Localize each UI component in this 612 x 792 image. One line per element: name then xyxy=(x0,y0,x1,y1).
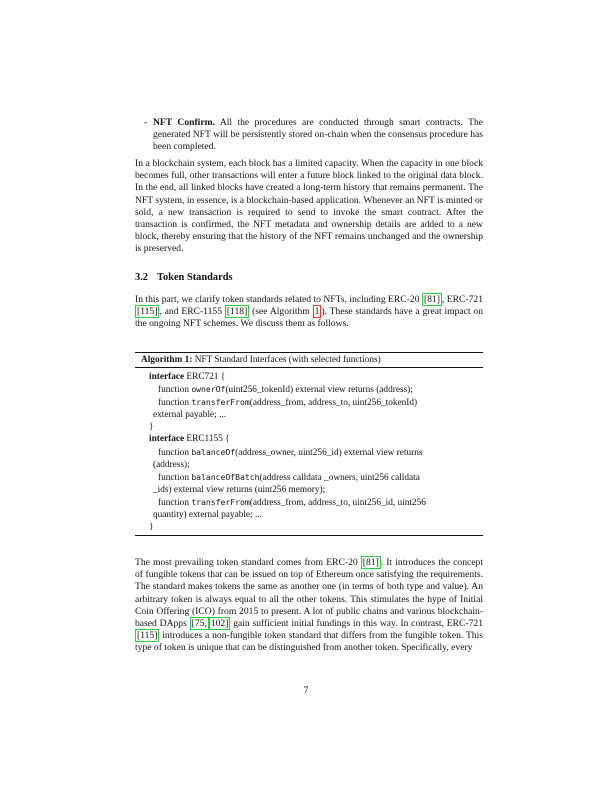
code-line xyxy=(135,371,483,383)
paragraph-blockchain-capacity: In a blockchain system, each block has a limited capacity. When the capacity in one block becomes full, other transactions will enter a future block linked to the original data block. In the end, all linked blocks have created a long-term history that remains permanent. The NFT system, in essence, is a blockchain-based application. Whenever an NFT is minted or sold, a new transaction is required to send to invoke the smart contract. After the transaction is confirmed, the NFT metadata and ownership details are added to a new block, thereby ensuring that the history of the NFT remains unchanged and the ownership is preserved. xyxy=(135,158,483,255)
code-line xyxy=(135,383,483,396)
code-text: function xyxy=(158,472,192,483)
code-line xyxy=(135,446,483,459)
function-name: transferFrom xyxy=(191,397,250,408)
page-number: 7 xyxy=(303,685,309,696)
code-text: ERC721 { xyxy=(184,372,226,382)
citation-link[interactable]: [115] xyxy=(137,630,158,642)
text-run: The most prevailing token standard comes from ERC-20 xyxy=(135,557,361,568)
keyword: interface xyxy=(149,434,185,445)
text-run: (see Algorithm xyxy=(249,306,313,318)
algorithm-caption-text: NFT Standard Interfaces (with selected functions) xyxy=(192,355,381,365)
text-run: ). These standards have a great impact on the ongoing NFT schemes. We discuss them as follows. xyxy=(135,306,483,330)
code-line xyxy=(135,396,483,409)
algorithm-body xyxy=(135,368,483,535)
code-line xyxy=(135,496,483,509)
section-title: Token Standards xyxy=(157,272,233,283)
code-line: } xyxy=(149,522,154,533)
bullet-text: All the procedures are conducted through smart contracts. The generated NFT will be persistently stored on-chain when the consensus procedure has been completed. xyxy=(153,117,483,153)
text-run: . It introduces the concept of fungible tokens that can be issued on top of Ethereum once satisfying the requirements. The standard makes tokens the same as another one (in terms of both type and value). An arbitrary token is always equal to all the other tokens. This stimulates the hype of Initial Coin Offering (ICO) from 2015 to present. A lot of public chains and various blockchain-based DApps xyxy=(135,557,484,630)
keyword: interface xyxy=(149,372,185,382)
bullet-dash: - xyxy=(144,117,148,128)
code-text: function xyxy=(158,497,192,508)
code-line xyxy=(135,471,483,484)
section-heading xyxy=(135,272,483,283)
citation-link[interactable]: [118] xyxy=(226,306,248,318)
code-text: function xyxy=(158,385,192,396)
citation-link[interactable]: [115] xyxy=(137,306,158,318)
code-line: external payable; ... xyxy=(153,410,227,421)
code-text: (address_from, address_to, uint256_id, uint256 xyxy=(249,497,426,508)
paragraph-erc20-erc721 xyxy=(135,557,483,655)
algorithm-box xyxy=(135,352,483,536)
text-run: gain sufficient initial fundings in this way. In contrast, ERC-721 xyxy=(230,618,483,630)
text-run: In this part, we clarify token standards related to NFTs, including ERC-20 xyxy=(135,294,422,305)
code-text: function xyxy=(158,398,192,409)
algorithm-label: Algorithm 1: xyxy=(141,355,193,365)
citation-link[interactable]: 102] xyxy=(210,618,229,630)
code-text: (address_from, address_to, uint256_tokenId) xyxy=(249,398,418,409)
code-line xyxy=(135,433,483,445)
code-text: (uint256_tokenId) external view returns (address); xyxy=(225,385,413,396)
algorithm-caption xyxy=(135,353,483,367)
code-line: quantity) external payable; ... xyxy=(153,510,262,521)
function-name: balanceOf xyxy=(191,446,236,457)
code-line: (address); xyxy=(153,459,190,470)
citation-link[interactable]: [81] xyxy=(362,557,379,568)
citation-link[interactable]: [81] xyxy=(423,294,440,305)
text-run: introduces a non-fungible token standard that differs from the fungible token. This type of token is unique that can be distinguished from another token. Specifically, every xyxy=(135,630,483,654)
section-number: 3.2 xyxy=(135,272,148,283)
code-line: _ids) external view returns (uint256 memory); xyxy=(153,484,326,495)
algorithm-ref-link[interactable]: 1 xyxy=(314,306,320,318)
code-text: ERC1155 { xyxy=(184,434,230,445)
function-name: transferFrom xyxy=(191,496,250,507)
code-text: function xyxy=(158,447,192,458)
bullet-title: NFT Confirm. xyxy=(153,117,215,128)
bullet-nft-confirm xyxy=(144,117,483,154)
code-line: } xyxy=(149,422,154,433)
algorithm-bottom-rule xyxy=(135,535,483,536)
function-name: ownerOf xyxy=(191,384,226,395)
code-text: (address_owner, uint256_id) external view returns xyxy=(235,447,423,458)
text-run: , ERC-721 xyxy=(441,294,483,305)
paragraph-token-standards-intro xyxy=(135,294,483,331)
code-text: (address calldata _owners, uint256 calldata xyxy=(259,472,420,483)
function-name: balanceOfBatch xyxy=(191,471,260,482)
text-run: , and ERC-1155 xyxy=(159,306,225,318)
citation-link[interactable]: [75, xyxy=(191,618,207,630)
